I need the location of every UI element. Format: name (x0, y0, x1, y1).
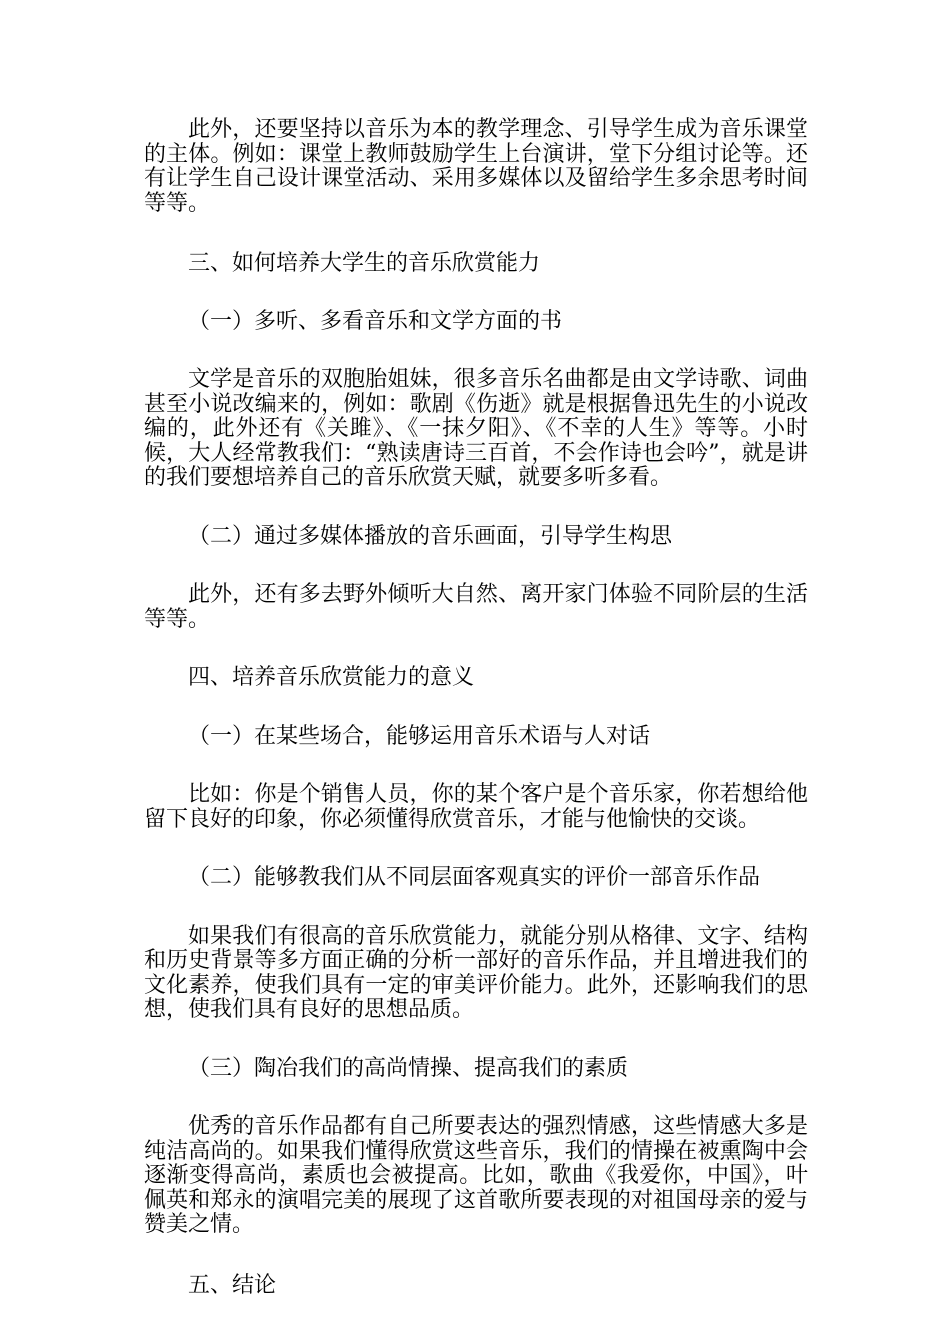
subheading-4-3: （三）陶冶我们的高尚情操、提高我们的素质 (188, 1055, 629, 1081)
section-heading-4: 四、培养音乐欣赏能力的意义 (188, 665, 475, 690)
subheading-3-1: （一）多听、多看音乐和文学方面的书 (188, 308, 563, 334)
subheading-3-2: （二）通过多媒体播放的音乐画面，引导学生构思 (188, 523, 673, 549)
paragraph-emotion: 优秀的音乐作品都有自己所要表达的强烈情感，这些情感大多是纯洁高尚的。如果我们懂得欣赏这些音乐，我们的情操在被熏陶中会逐渐变得高尚，素质也会被提高。比如，歌曲《我爱你，中国》，叶佩英和郑永的演唱完美的展现了这首歌所要表现的对祖国母亲的爱与赞美之情。 (144, 1114, 808, 1237)
paragraph-nature: 此外，还有多去野外倾听大自然、离开家门体验不同阶层的生活等等。 (144, 582, 808, 632)
section-heading-3: 三、如何培养大学生的音乐欣赏能力 (188, 251, 541, 276)
subheading-4-1: （一）在某些场合，能够运用音乐术语与人对话 (188, 723, 651, 749)
paragraph-teaching-concept: 此外，还要坚持以音乐为本的教学理念、引导学生成为音乐课堂的主体。例如：课堂上教师鼓励学生上台演讲，堂下分组讨论等。还有让学生自己设计课堂活动、采用多媒体以及留给学生多余思考时间等等。 (144, 117, 808, 216)
subheading-4-2: （二）能够教我们从不同层面客观真实的评价一部音乐作品 (188, 865, 761, 890)
document-page (144, 118, 808, 1298)
paragraph-salesperson: 比如：你是个销售人员，你的某个客户是个音乐家，你若想给他留下良好的印象，你必须懂得欣赏音乐，才能与他愉快的交谈。 (144, 782, 808, 832)
section-heading-5: 五、结论 (188, 1272, 277, 1298)
paragraph-appreciation: 如果我们有很高的音乐欣赏能力，就能分别从格律、文字、结构和历史背景等多方面正确的分析一部好的音乐作品，并且增进我们的文化素养，使我们具有一定的审美评价能力。此外，还影响我们的思想，使我们具有良好的思想品质。 (144, 923, 808, 1022)
paragraph-literature: 文学是音乐的双胞胎姐妹，很多音乐名曲都是由文学诗歌、词曲甚至小说改编来的，例如：歌剧《伤逝》就是根据鲁迅先生的小说改编的，此外还有《关雎》、《一抹夕阳》、《不幸的人生》等等。小时候，大人经常教我们：“熟读唐诗三百首，不会作诗也会吟”，就是讲的我们要想培养自己的音乐欣赏天赋，就要多听多看。 (144, 367, 808, 490)
